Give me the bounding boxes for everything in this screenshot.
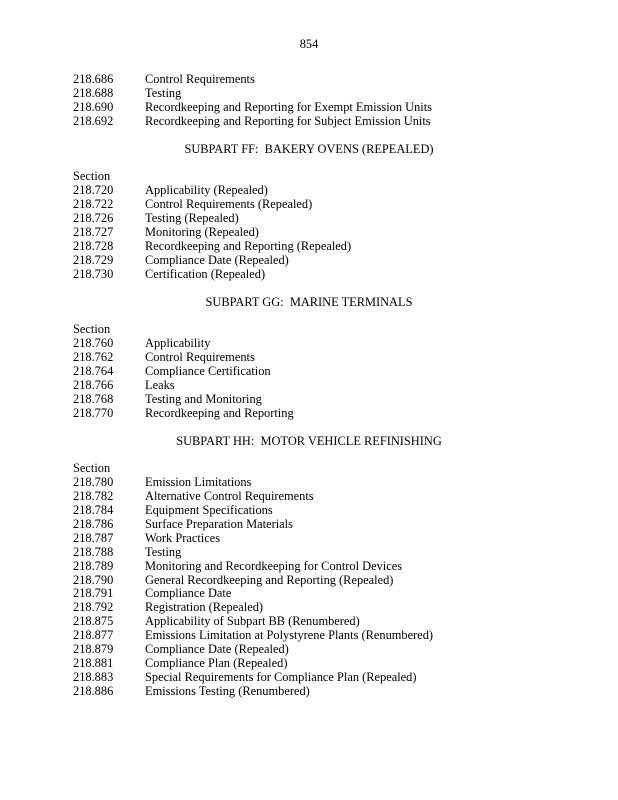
section-number: 218.881 (73, 656, 114, 671)
section-number: 218.762 (73, 349, 114, 364)
table-row (73, 365, 573, 379)
section-number: 218.877 (73, 628, 114, 643)
section-number: 218.875 (73, 614, 114, 629)
section-title: Recordkeeping and Reporting (Repealed) (145, 238, 352, 253)
section-number: 218.720 (73, 182, 114, 197)
table-row (73, 240, 573, 254)
table-row (73, 351, 573, 365)
section-number: 218.792 (73, 600, 114, 615)
table-row (73, 615, 573, 629)
table-row (73, 407, 573, 421)
section-number: 218.789 (73, 558, 114, 573)
section-title: Applicability (Repealed) (145, 182, 268, 197)
table-row (73, 379, 573, 393)
section-number: 218.729 (73, 252, 114, 267)
section-number: 218.727 (73, 224, 114, 239)
section-label: Section (73, 169, 111, 183)
table-row (73, 184, 573, 198)
table-row (73, 198, 573, 212)
table-row (73, 476, 573, 490)
section-title: Recordkeeping and Reporting (145, 405, 294, 420)
section-number: 218.790 (73, 572, 114, 587)
table-row (73, 601, 573, 615)
section-number: 218.690 (73, 99, 114, 114)
section-number: 218.788 (73, 544, 114, 559)
section-label: Section (73, 461, 111, 475)
section-number: 218.879 (73, 642, 114, 657)
table-row (73, 504, 573, 518)
section-title: Emissions Limitation at Polystyrene Plants (Renumbered) (145, 628, 434, 643)
section-title: Applicability of Subpart BB (Renumbered) (145, 614, 360, 629)
section-title: Testing (145, 85, 182, 100)
section-number: 218.722 (73, 196, 114, 211)
table-row (73, 115, 573, 129)
table-row (73, 226, 573, 240)
section-number: 218.766 (73, 377, 114, 392)
section-title: Certification (Repealed) (145, 266, 266, 281)
subpart-gg-heading: SUBPART GG: MARINE TERMINALS (205, 295, 413, 309)
table-row (73, 337, 573, 351)
section-title: Emission Limitations (145, 474, 252, 489)
page-number: 854 (299, 37, 319, 51)
subpart-ff-heading: SUBPART FF: BAKERY OVENS (REPEALED) (184, 142, 434, 156)
table-row (73, 685, 573, 699)
section-title: Testing (Repealed) (145, 210, 239, 225)
section-title: Compliance Certification (145, 363, 271, 378)
section-number: 218.770 (73, 405, 114, 420)
section-number: 218.784 (73, 502, 114, 517)
section-title: Alternative Control Requirements (145, 488, 314, 503)
table-row (73, 657, 573, 671)
section-title: Compliance Date (Repealed) (145, 642, 289, 657)
table-row (73, 212, 573, 226)
section-number: 218.886 (73, 684, 114, 698)
section-title: Control Requirements (145, 349, 255, 364)
section-title: Compliance Date (Repealed) (145, 252, 289, 267)
section-label: Section (73, 322, 111, 336)
table-row (73, 671, 573, 685)
table-row (73, 518, 573, 532)
section-title: Control Requirements (145, 72, 255, 86)
table-row (73, 268, 573, 282)
section-title: Recordkeeping and Reporting for Exempt Emission Units (145, 99, 432, 114)
section-title: Testing and Monitoring (145, 391, 262, 406)
table-row (73, 560, 573, 574)
section-title: Monitoring (Repealed) (145, 224, 259, 239)
section-title: General Recordkeeping and Reporting (Repealed) (145, 572, 394, 587)
section-number: 218.686 (73, 72, 114, 86)
section-list-intro (73, 73, 573, 129)
table-row (73, 587, 573, 601)
section-title: Special Requirements for Compliance Plan (Repealed) (145, 670, 417, 685)
section-number: 218.791 (73, 586, 114, 601)
section-title: Compliance Date (145, 586, 232, 601)
section-title: Emissions Testing (Renumbered) (145, 684, 310, 698)
table-row (73, 532, 573, 546)
section-number: 218.760 (73, 335, 114, 350)
table-row (73, 101, 573, 115)
section-number: 218.782 (73, 488, 114, 503)
section-number: 218.688 (73, 85, 114, 100)
section-list-subpart-hh (73, 462, 573, 699)
section-number: 218.768 (73, 391, 114, 406)
section-title: Leaks (145, 377, 175, 392)
section-title: Monitoring and Recordkeeping for Control Devices (145, 558, 403, 573)
table-row (73, 87, 573, 101)
table-row (73, 574, 573, 588)
section-number: 218.730 (73, 266, 114, 281)
section-title: Testing (145, 544, 182, 559)
section-number: 218.726 (73, 210, 114, 225)
section-title: Registration (Repealed) (145, 600, 264, 615)
section-number: 218.786 (73, 516, 114, 531)
section-number: 218.787 (73, 530, 114, 545)
subpart-hh-heading: SUBPART HH: MOTOR VEHICLE REFINISHING (176, 434, 442, 448)
section-list-subpart-ff (73, 170, 573, 282)
section-number: 218.764 (73, 363, 114, 378)
section-title: Surface Preparation Materials (145, 516, 293, 531)
table-row (73, 643, 573, 657)
section-title: Recordkeeping and Reporting for Subject Emission Units (145, 113, 431, 128)
section-title: Equipment Specifications (145, 502, 273, 517)
section-list-subpart-gg (73, 323, 573, 421)
section-number: 218.728 (73, 238, 114, 253)
table-row (73, 254, 573, 268)
table-row (73, 490, 573, 504)
table-row (73, 393, 573, 407)
section-title: Compliance Plan (Repealed) (145, 656, 288, 671)
table-row (73, 546, 573, 560)
section-title: Control Requirements (Repealed) (145, 196, 313, 211)
table-row (73, 73, 573, 87)
section-number: 218.883 (73, 670, 114, 685)
section-title: Work Practices (145, 530, 221, 545)
section-title: Applicability (145, 335, 211, 350)
section-number: 218.780 (73, 474, 114, 489)
table-row (73, 629, 573, 643)
section-number: 218.692 (73, 113, 114, 128)
